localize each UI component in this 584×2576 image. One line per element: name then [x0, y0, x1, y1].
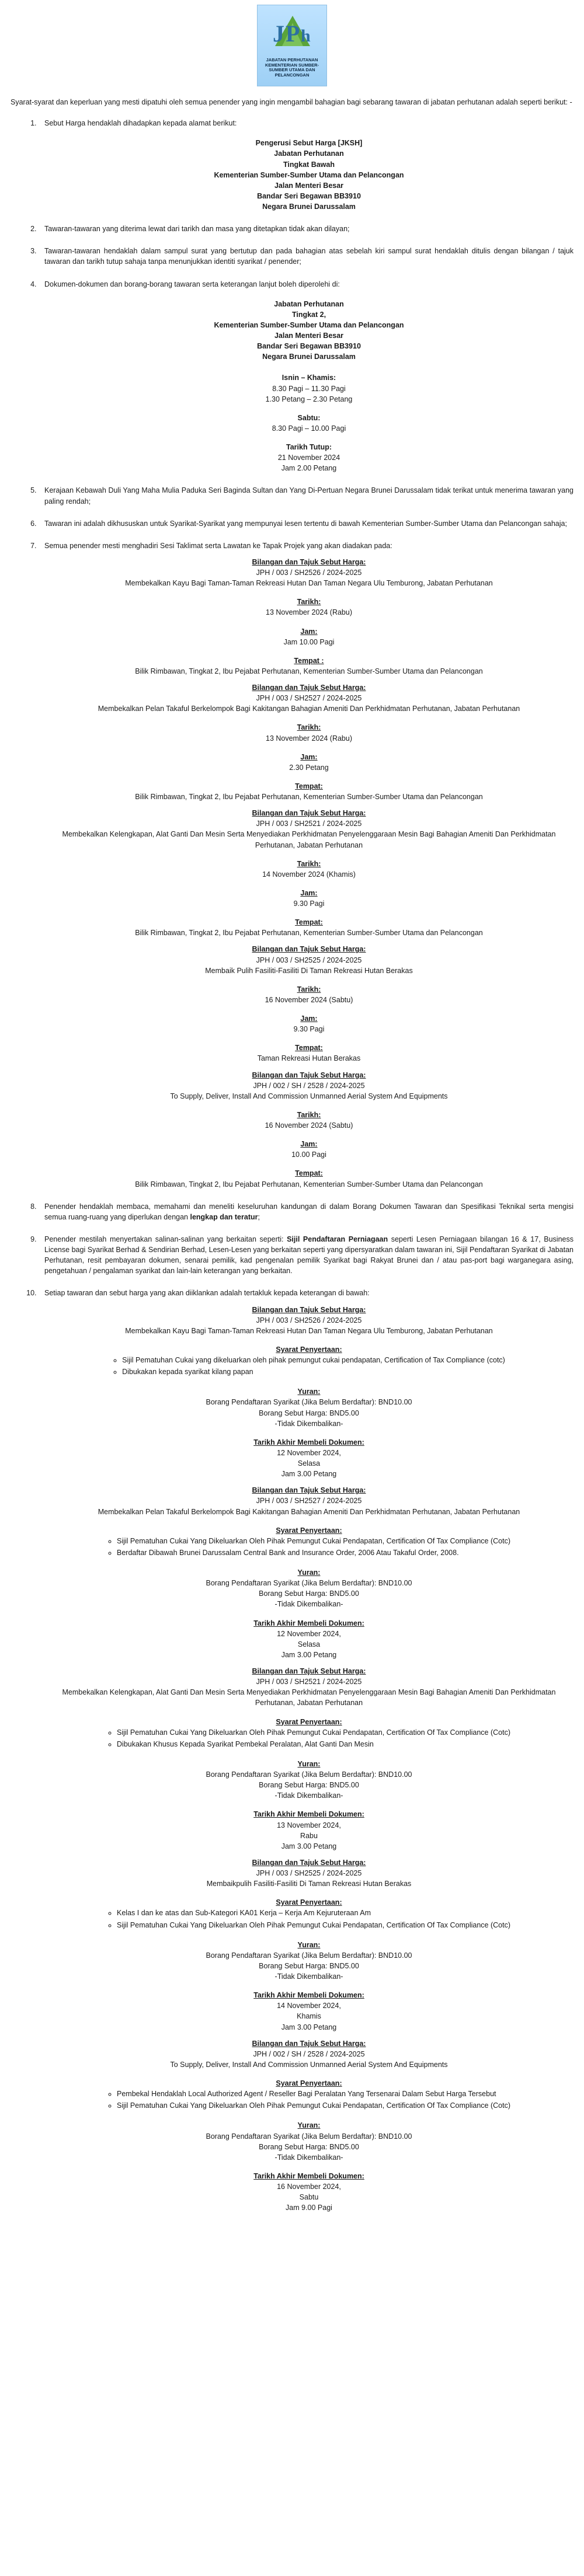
fee-label: Yuran:: [297, 1940, 321, 1949]
hours-value: 8.30 Pagi – 10.00 Pagi: [272, 424, 346, 433]
session-place-label: Tempat:: [295, 1169, 323, 1178]
session-time-label: Jam:: [300, 627, 318, 636]
session-title-label: Bilangan dan Tajuk Sebut Harga:: [252, 684, 366, 692]
fee-line: Borang Pendaftaran Syarikat (Jika Belum Berdaftar): BND10.00: [206, 1398, 412, 1407]
requirements-box: [44, 1908, 573, 1931]
text-run: Penender mestilah menyertakan salinan-salinan yang berkaitan seperti:: [44, 1235, 287, 1243]
submission-address: [44, 138, 573, 212]
tender-ref: JPH / 003 / SH2521 / 2024-2025: [256, 1678, 362, 1686]
deadline-line: 12 November 2024,: [277, 1629, 341, 1638]
requirement-5: [39, 485, 573, 506]
svg-text:P: P: [286, 20, 300, 47]
requirements-list: [11, 118, 573, 2213]
fee-line: -Tidak Dikembalikan-: [274, 1419, 343, 1428]
deadline-label: Tarikh Akhir Membeli Dokumen:: [253, 1810, 364, 1819]
fee-label: Yuran:: [297, 1759, 321, 1768]
deadline-label: Tarikh Akhir Membeli Dokumen:: [253, 1438, 364, 1446]
requirement-bullet: ◦ Kelas I dan ke atas dan Sub-Kategori KA01 Kerja – Kerja Am Kejuruteraan Am: [117, 1908, 510, 1918]
session-place: Bilik Rimbawan, Tingkat 2, Ibu Pejabat Perhutanan, Kementerian Sumber-Sumber Utama dan Pelancongan: [135, 667, 483, 675]
session-ref: JPH / 003 / SH2521 / 2024-2025: [256, 820, 362, 828]
tender-title-label: Bilangan dan Tajuk Sebut Harga:: [252, 1858, 366, 1867]
session-time-label: Jam:: [300, 1140, 318, 1149]
deadline-line: Sabtu: [299, 2193, 319, 2202]
address-line: Negara Brunei Darussalam: [262, 203, 356, 211]
tender-block: [44, 1485, 573, 1660]
fee-line: Borang Sebut Harga: BND5.00: [259, 1409, 359, 1417]
session-place-label: Tempat:: [295, 782, 323, 790]
fee-line: -Tidak Dikembalikan-: [274, 1791, 343, 1800]
session-ref: JPH / 003 / SH2525 / 2024-2025: [256, 956, 362, 964]
tender-block: [44, 2038, 573, 2214]
logo-line: JABATAN PERHUTANAN: [266, 57, 318, 62]
tender-ref: JPH / 003 / SH2527 / 2024-2025: [256, 1497, 362, 1505]
closing-label: Tarikh Tutup:: [286, 443, 332, 451]
deadline-line: Selasa: [297, 1459, 321, 1467]
session-date-label: Tarikh:: [297, 598, 321, 606]
deadline-line: Jam 3.00 Petang: [281, 1650, 337, 1659]
session-place: Bilik Rimbawan, Tingkat 2, Ibu Pejabat Perhutanan, Kementerian Sumber-Sumber Utama dan Pelancongan: [135, 929, 483, 937]
session-ref: JPH / 003 / SH2527 / 2024-2025: [256, 694, 362, 703]
requirement-2: [39, 224, 573, 234]
session-date: 16 November 2024 (Sabtu): [265, 995, 353, 1004]
fee-line: Borang Pendaftaran Syarikat (Jika Belum Berdaftar): BND10.00: [206, 2132, 412, 2141]
session-time: 10.00 Pagi: [291, 1151, 326, 1159]
requirement-bullet: ◦ Dibukakan kepada syarikat kilang papan: [122, 1367, 505, 1377]
address-line: Jalan Menteri Besar: [274, 332, 344, 340]
session-time-label: Jam:: [300, 752, 318, 761]
session-time: Jam 10.00 Pagi: [283, 637, 335, 646]
briefing-sessions: [44, 557, 573, 1190]
address-line: Kementerian Sumber-Sumber Utama dan Pelancongan: [214, 320, 404, 329]
tender-desc: Membaikpulih Fasiliti-Fasiliti Di Taman Rekreasi Hutan Berakas: [206, 1880, 412, 1888]
requirements-box: [44, 1536, 573, 1559]
logo-line: SUMBER UTAMA DAN: [269, 67, 315, 73]
tender-ref: JPH / 003 / SH2525 / 2024-2025: [256, 1869, 362, 1877]
deadline-line: 12 November 2024,: [277, 1448, 341, 1457]
tender-block: [44, 1305, 573, 1480]
address-line: Bandar Seri Begawan BB3910: [257, 191, 361, 200]
text-run: ;: [258, 1212, 260, 1221]
requirements-label: Syarat Penyertaan:: [276, 1345, 342, 1354]
session-ref: JPH / 002 / SH / 2528 / 2024-2025: [253, 1081, 365, 1090]
hours-value: 8.30 Pagi – 11.30 Pagi: [272, 384, 346, 393]
svg-text:J: J: [273, 20, 284, 47]
requirement-bullet: ◦ Sijil Pematuhan Cukai Yang Dikeluarkan Oleh Pihak Pemungut Cukai Pendapatan, Certification Of Tax Compliance (Cotc): [117, 1727, 510, 1738]
requirements-bullets: [107, 1536, 510, 1559]
requirement-text: 10. Setiap tawaran dan sebut harga yang akan diiklankan adalah tertakluk kepada keterangan di bawah:: [44, 1289, 370, 1298]
requirement-text: 3. Tawaran-tawaran hendaklah dalam sampul surat yang bertutup dan pada bahagian atas sebelah kiri sampul surat hendaklah ditulis dengan bilangan / tajuk tawaran dan tarikh tutup sahaja tanpa menunjukkan identiti syarikat / penender;: [44, 247, 573, 266]
tender-title-label: Bilangan dan Tajuk Sebut Harga:: [252, 1486, 366, 1495]
session-time-label: Jam:: [300, 1015, 318, 1023]
session-desc: Membekalkan Kayu Bagi Taman-Taman Rekreasi Hutan Dan Taman Negara Ulu Temburong, Jabatan Perhutanan: [125, 579, 493, 588]
requirement-4: [39, 279, 573, 474]
address-line: Pengerusi Sebut Harga [JKSH]: [255, 139, 363, 148]
session-time: 9.30 Pagi: [293, 900, 325, 908]
requirement-bullet: ◦ Pembekal Hendaklah Local Authorized Agent / Reseller Bagi Peralatan Yang Tersenarai Dalam Sebut Harga Tersebut: [117, 2089, 510, 2099]
requirements-label: Syarat Penyertaan:: [276, 2079, 342, 2087]
tender-ref: JPH / 002 / SH / 2528 / 2024-2025: [253, 2049, 365, 2058]
tender-details: [44, 1305, 573, 2214]
requirement-text: 6. Tawaran ini adalah dikhususkan untuk Syarikat-Syarikat yang mempunyai lesen tertentu di bawah Kementerian Sumber-Sumber Utama dan Pelancongan sahaja;: [44, 519, 567, 528]
fee-label: Yuran:: [297, 1568, 321, 1577]
tender-desc: Membekalkan Kayu Bagi Taman-Taman Rekreasi Hutan Dan Taman Negara Ulu Temburong, Jabatan Perhutanan: [125, 1326, 493, 1335]
session-date-label: Tarikh:: [297, 859, 321, 868]
session-time: 2.30 Petang: [289, 763, 329, 772]
deadline-line: 13 November 2024,: [277, 1821, 341, 1829]
briefing-session: [44, 557, 573, 677]
requirements-label: Syarat Penyertaan:: [276, 1717, 342, 1726]
intro-paragraph: Syarat-syarat dan keperluan yang mesti dipatuhi oleh semua penender yang ingin mengambil bahagian bagi sebarang tawaran di jabatan perhutanan adalah seperti berikut: -: [11, 98, 572, 106]
requirement-bullet: ◦ Sijil Pematuhan Cukai Yang Dikeluarkan Oleh Pihak Pemungut Cukai Pendapatan, Certification Of Tax Compliance (Cotc): [117, 1920, 510, 1930]
requirements-bullets: [113, 1355, 505, 1378]
requirements-bullets: [107, 2089, 510, 2112]
fee-line: -Tidak Dikembalikan-: [274, 2153, 343, 2162]
session-time: 9.30 Pagi: [293, 1025, 325, 1034]
document-address: [44, 299, 573, 362]
text-run: Penender hendaklah membaca, memahami dan meneliti keseluruhan kandungan di dalam Borang Dokumen Tawaran dan Spesifikasi Teknikal serta mengisi semua ruang-ruang yang diperlukan dengan: [44, 1202, 573, 1221]
session-desc: Membaik Pulih Fasiliti-Fasiliti Di Taman Rekreasi Hutan Berakas: [205, 966, 413, 975]
department-logo: [257, 5, 327, 86]
tender-desc: To Supply, Deliver, Install And Commission Unmanned Aerial System And Equipments: [170, 2060, 448, 2069]
logo-area: [11, 5, 573, 92]
requirement-10: [39, 1288, 573, 2213]
requirements-bullets: [107, 1908, 510, 1931]
fee-line: Borang Pendaftaran Syarikat (Jika Belum Berdaftar): BND10.00: [206, 1951, 412, 1960]
session-date: 14 November 2024 (Khamis): [262, 870, 356, 879]
session-place-label: Tempat :: [294, 656, 324, 665]
closing-date: 21 November 2024: [277, 454, 340, 462]
session-date-label: Tarikh:: [297, 1110, 321, 1119]
requirement-3: [39, 246, 573, 267]
requirement-7: [39, 541, 573, 1190]
requirement-8: [39, 1201, 573, 1222]
fee-line: Borang Pendaftaran Syarikat (Jika Belum Berdaftar): BND10.00: [206, 1770, 412, 1779]
address-line: Tingkat Bawah: [283, 160, 335, 169]
tender-desc: Membekalkan Kelengkapan, Alat Ganti Dan Mesin Serta Menyediakan Perkhidmatan Penyelenggaraan Mesin Bagi Bahagian Ameniti Dan Perkhidmatan Perhutanan, Jabatan Perhutanan: [62, 1688, 556, 1707]
address-line: Negara Brunei Darussalam: [262, 353, 356, 361]
session-date: 13 November 2024 (Rabu): [266, 608, 352, 617]
tender-block: [44, 1666, 573, 1852]
deadline-label: Tarikh Akhir Membeli Dokumen:: [253, 2171, 364, 2180]
address-line: Jabatan Perhutanan: [274, 299, 344, 308]
deadline-label: Tarikh Akhir Membeli Dokumen:: [253, 1619, 364, 1627]
deadline-line: Khamis: [297, 2012, 321, 2021]
session-place: Bilik Rimbawan, Tingkat 2, Ibu Pejabat Perhutanan, Kementerian Sumber-Sumber Utama dan Pelancongan: [135, 793, 483, 801]
session-desc: Membekalkan Pelan Takaful Berkelompok Bagi Kakitangan Bahagian Ameniti Dan Perkhidmatan Perhutanan, Jabatan Perhutanan: [98, 705, 520, 713]
session-desc: Membekalkan Kelengkapan, Alat Ganti Dan Mesin Serta Menyediakan Perkhidmatan Penyelenggaraan Mesin Bagi Bahagian Ameniti Dan Perkhidmatan Perhutanan, Jabatan Perhutanan: [62, 830, 556, 849]
tender-desc: Membekalkan Pelan Takaful Berkelompok Bagi Kakitangan Bahagian Ameniti Dan Perkhidmatan Perhutanan, Jabatan Perhutanan: [98, 1507, 520, 1516]
requirement-text: 5. Kerajaan Kebawah Duli Yang Maha Mulia Paduka Seri Baginda Sultan dan Yang Di-Pertuan Negara Brunei Darussalam tidak terikat untuk menerima tawaran yang paling rendah;: [44, 486, 573, 506]
fee-label: Yuran:: [297, 2121, 321, 2130]
requirements-bullets: [107, 1727, 510, 1751]
deadline-line: 14 November 2024,: [277, 2002, 341, 2010]
requirements-label: Syarat Penyertaan:: [276, 1898, 342, 1907]
requirement-text: 1. Sebut Harga hendaklah dihadapkan kepada alamat berikut:: [44, 119, 237, 128]
deadline-line: Selasa: [297, 1640, 321, 1648]
requirement-6: [39, 518, 573, 529]
briefing-session: [44, 808, 573, 938]
fee-line: Borang Sebut Harga: BND5.00: [259, 2142, 359, 2151]
requirement-text: [44, 1234, 573, 1277]
address-line: Jalan Menteri Besar: [274, 181, 344, 190]
requirement-bullet: ◦ Sijil Pematuhan Cukai Yang Dikeluarkan Oleh Pihak Pemungut Cukai Pendapatan, Certification Of Tax Compliance (Cotc): [117, 2100, 510, 2111]
session-title-label: Bilangan dan Tajuk Sebut Harga:: [252, 1071, 366, 1079]
hours-label: Isnin – Khamis:: [281, 374, 336, 382]
requirement-bullet: ◦ Berdaftar Dibawah Brunei Darussalam Central Bank and Insurance Order, 2006 Atau Takaful Order, 2008.: [117, 1547, 510, 1558]
requirement-bullet: ◦ Sijil Pematuhan Cukai yang dikeluarkan oleh pihak pemungut cukai pendapatan, Certification of Tax Compliance (cotc): [122, 1355, 505, 1365]
briefing-session: [44, 1070, 573, 1190]
fee-line: Borang Sebut Harga: BND5.00: [259, 1781, 359, 1790]
text-run-bold: Sijil Pendaftaran Perniagaan: [287, 1235, 388, 1243]
session-title-label: Bilangan dan Tajuk Sebut Harga:: [252, 945, 366, 954]
deadline-line: 16 November 2024,: [277, 2183, 341, 2191]
address-line: Jabatan Perhutanan: [274, 149, 344, 158]
tender-block: [44, 1857, 573, 2033]
session-date: 16 November 2024 (Sabtu): [265, 1121, 353, 1130]
address-line: Tingkat 2,: [291, 310, 326, 319]
briefing-session: [44, 944, 573, 1064]
deadline-line: Jam 3.00 Petang: [281, 2023, 337, 2031]
deadline-label: Tarikh Akhir Membeli Dokumen:: [253, 1991, 364, 2000]
session-date-label: Tarikh:: [297, 985, 321, 994]
session-date: 13 November 2024 (Rabu): [266, 734, 352, 743]
session-time-label: Jam:: [300, 888, 318, 897]
session-ref: JPH / 003 / SH2526 / 2024-2025: [256, 569, 362, 577]
logo-caption: [260, 58, 324, 78]
requirements-label: Syarat Penyertaan:: [276, 1526, 342, 1535]
closing-time: Jam 2.00 Petang: [281, 464, 337, 473]
requirement-text: 2. Tawaran-tawaran yang diterima lewat dari tarikh dan masa yang ditetapkan tidak akan dilayan;: [44, 225, 350, 233]
fee-line: -Tidak Dikembalikan-: [274, 1600, 343, 1609]
deadline-line: Rabu: [300, 1831, 318, 1840]
logo-line: KEMENTERIAN SUMBER-: [265, 62, 319, 68]
requirements-box: [44, 1355, 573, 1378]
session-place: Taman Rekreasi Hutan Berakas: [257, 1054, 361, 1063]
hours-label: Sabtu:: [297, 413, 321, 422]
deadline-line: Jam 9.00 Pagi: [286, 2204, 332, 2212]
tender-title-label: Bilangan dan Tajuk Sebut Harga:: [252, 1305, 366, 1314]
fee-line: -Tidak Dikembalikan-: [274, 1972, 343, 1981]
text-run-bold: lengkap dan teratur: [190, 1212, 258, 1221]
tender-title-label: Bilangan dan Tajuk Sebut Harga:: [252, 2039, 366, 2048]
session-desc: To Supply, Deliver, Install And Commission Unmanned Aerial System And Equipments: [170, 1092, 448, 1100]
svg-text:h: h: [301, 26, 311, 46]
session-place-label: Tempat:: [295, 918, 323, 927]
session-date-label: Tarikh:: [297, 723, 321, 732]
jph-logo-icon: [270, 12, 315, 51]
requirement-text: [44, 1201, 573, 1222]
session-title-label: Bilangan dan Tajuk Sebut Harga:: [252, 809, 366, 818]
deadline-line: Jam 3.00 Petang: [281, 1470, 337, 1479]
session-place-label: Tempat:: [295, 1044, 323, 1052]
session-place: Bilik Rimbawan, Tingkat 2, Ibu Pejabat Perhutanan, Kementerian Sumber-Sumber Utama dan Pelancongan: [135, 1180, 483, 1188]
requirement-9: [39, 1234, 573, 1277]
requirement-1: [39, 118, 573, 212]
fee-line: Borang Pendaftaran Syarikat (Jika Belum Berdaftar): BND10.00: [206, 1579, 412, 1588]
tender-ref: JPH / 003 / SH2526 / 2024-2025: [256, 1316, 362, 1324]
office-hours: [44, 372, 573, 473]
logo-line: PELANCONGAN: [274, 72, 310, 78]
hours-value: 1.30 Petang – 2.30 Petang: [265, 395, 353, 403]
briefing-session: [44, 682, 573, 802]
requirements-box: [44, 2089, 573, 2112]
requirement-text: 7. Semua penender mesti menghadiri Sesi Taklimat serta Lawatan ke Tapak Projek yang akan diadakan pada:: [44, 541, 392, 550]
address-line: Bandar Seri Begawan BB3910: [257, 342, 361, 351]
fee-line: Borang Sebut Harga: BND5.00: [259, 1961, 359, 1970]
requirement-bullet: ◦ Sijil Pematuhan Cukai Yang Dikeluarkan Oleh Pihak Pemungut Cukai Pendapatan, Certification Of Tax Compliance (Cotc): [117, 1536, 510, 1546]
tender-title-label: Bilangan dan Tajuk Sebut Harga:: [252, 1667, 366, 1675]
text-run: seperti Lesen Perniagaan bilangan 16 & 17, Business License bagi Syarikat Berhad & Sendirian Berhad, Lesen-Lesen yang berkaitan seperti yang dipersyaratkan dalam tawaran ini, Sijil Pendaftaran Syarikat di Jabatan Perhutanan, resit pembayaran dokumen, senarai pemilik, kad pengenalan pemilik Syarikat bagi Rakyat Brunei dan / atau pas-port bagi warganegara asing, pengetahuan / pengalaman syarikat dan lain-lain keterangan yang berkaitan.: [44, 1235, 573, 1275]
address-line: Kementerian Sumber-Sumber Utama dan Pelancongan: [214, 170, 404, 179]
fee-label: Yuran:: [297, 1388, 321, 1396]
requirement-text: 4. Dokumen-dokumen dan borang-borang tawaran serta keterangan lanjut boleh diperolehi di:: [44, 280, 340, 288]
requirement-bullet: ◦ Dibukakan Khusus Kepada Syarikat Pembekal Peralatan, Alat Ganti Dan Mesin: [117, 1739, 510, 1749]
requirements-box: [44, 1727, 573, 1751]
deadline-line: Jam 3.00 Petang: [281, 1842, 337, 1850]
session-title-label: Bilangan dan Tajuk Sebut Harga:: [252, 557, 366, 566]
fee-line: Borang Sebut Harga: BND5.00: [259, 1589, 359, 1598]
